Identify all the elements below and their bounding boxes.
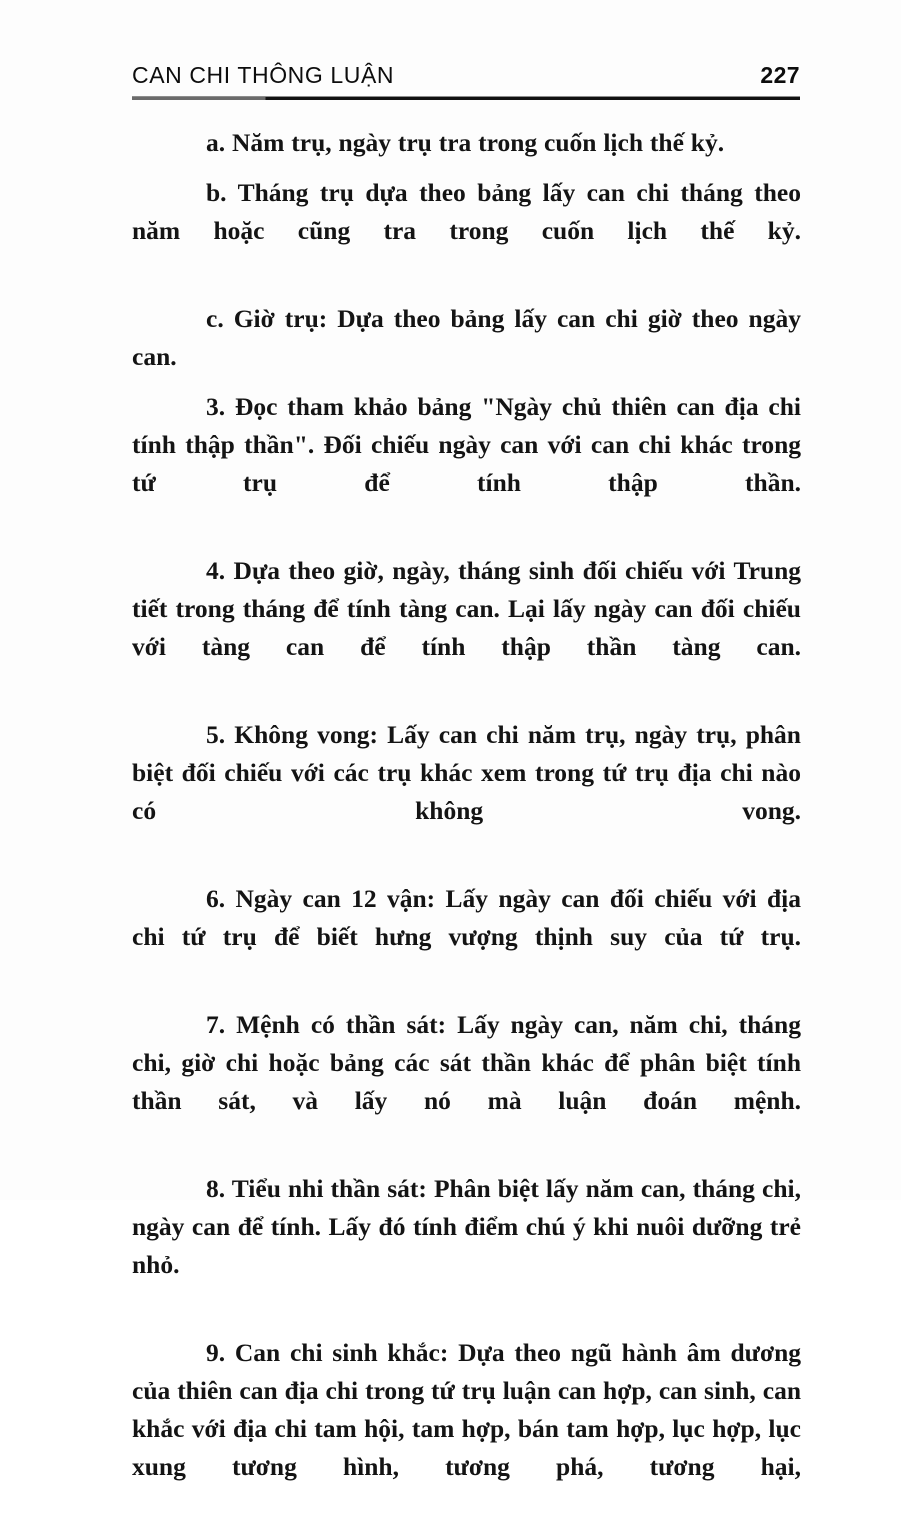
paragraph-6: 6. Ngày can 12 vận: Lấy ngày can đối chiếu với địa chi tứ trụ để biết hưng vượng thịnh suy của tứ trụ.: [132, 884, 801, 951]
header-rule: [132, 97, 800, 100]
paragraph-c: c. Giờ trụ: Dựa theo bảng lấy can chi giờ theo ngày can.: [132, 304, 801, 371]
page-number: 227: [760, 62, 800, 88]
body-text-column: [132, 124, 801, 1524]
paragraph-5: 5. Không vong: Lấy can chi năm trụ, ngày trụ, phân biệt đối chiếu với các trụ khác xem trong tứ trụ địa chi nào có không vong.: [132, 720, 801, 825]
running-head: [132, 62, 800, 89]
page-title: CAN CHI THÔNG LUẬN: [132, 62, 395, 88]
paragraph-3: 3. Đọc tham khảo bảng "Ngày chủ thiên can địa chi tính thập thần". Đối chiếu ngày can với can chi khác trong tứ trụ để tính thập thần.: [132, 392, 801, 497]
paragraph-8: 8. Tiểu nhi thần sát: Phân biệt lấy năm can, tháng chi, ngày can để tính. Lấy đó tính điểm chú ý khi nuôi dưỡng trẻ nhỏ.: [132, 1174, 801, 1279]
paragraph-7: 7. Mệnh có thần sát: Lấy ngày can, năm chi, tháng chi, giờ chi hoặc bảng các sát thần khác để phân biệt tính thần sát, và lấy nó mà luận đoán mệnh.: [132, 1010, 801, 1115]
paragraph-4: 4. Dựa theo giờ, ngày, tháng sinh đối chiếu với Trung tiết trong tháng để tính tàng can. Lại lấy ngày can đối chiếu với tàng can để tính thập thần tàng can.: [132, 556, 801, 661]
paragraph-a: a. Năm trụ, ngày trụ tra trong cuốn lịch thế kỷ.: [206, 128, 725, 157]
paragraph-b: b. Tháng trụ dựa theo bảng lấy can chi tháng theo năm hoặc cũng tra trong cuốn lịch thế kỷ.: [132, 178, 801, 245]
paragraph-9: 9. Can chi sinh khắc: Dựa theo ngũ hành âm dương của thiên can địa chi trong tứ trụ luận can hợp, can sinh, can khắc với địa chi tam hội, tam hợp, bán tam hợp, lục hợp, lục xung tương hình, tương phá, tương hại,: [132, 1338, 801, 1481]
